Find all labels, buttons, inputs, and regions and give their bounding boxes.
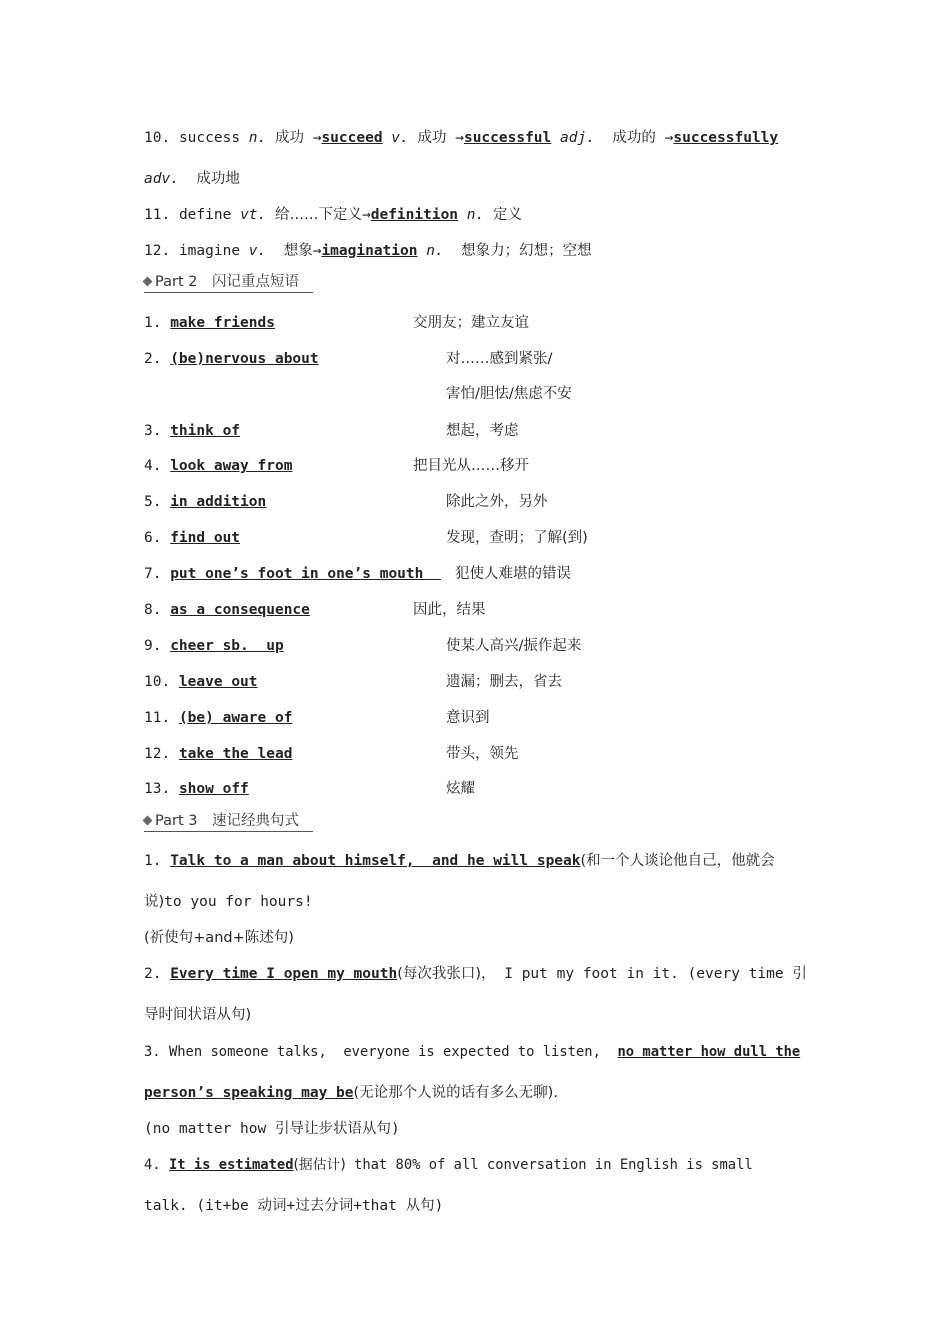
phrase-row: 13. show off	[144, 781, 249, 797]
phrase-row: 10. leave out	[144, 674, 258, 690]
phrase-meaning: 遗漏；删去，省去	[446, 674, 562, 690]
keyword-imagination: imagination	[321, 243, 418, 259]
phrase-meaning-cont: 害怕/胆怯/焦虑不安	[446, 386, 572, 402]
phrase-meaning: 除此之外，另外	[446, 494, 548, 510]
vocab-item-10: 10. success n. 成功 →succeed v. 成功 →successful adj. 成功的 →successfully	[144, 130, 779, 146]
keyword-definition: definition	[370, 207, 459, 223]
phrase-meaning: 意识到	[446, 710, 490, 726]
sentence-1-note: (祈使句+and+陈述句)	[144, 930, 294, 946]
sentence-4: 4. It is estimated(据估计) that 80% of all conversation in English is small	[144, 1157, 753, 1173]
phrase-row: 3. think of	[144, 423, 241, 439]
phrase-row: 11. (be) aware of	[144, 710, 293, 726]
phrase-row: 7. put one’s foot in one’s mouth	[144, 566, 424, 582]
sentence-2-cont: 导时间状语从句)	[144, 1007, 252, 1023]
sentence-1-cont: 说)to you for hours!	[144, 894, 313, 910]
phrase-meaning: 对……感到紧张/	[446, 351, 553, 367]
keyword-successful: successful	[463, 130, 552, 146]
phrase-row: 6. find out	[144, 530, 241, 546]
sentence-3: 3. When someone talks, everyone is expected to listen, no matter how dull the	[144, 1044, 801, 1060]
sentence-1: 1. Talk to a man about himself, and he will speak(和一个人谈论他自己，他就会	[144, 853, 775, 869]
phrase-meaning: 带头，领先	[446, 746, 519, 762]
phrase-row: 4. look away from	[144, 458, 293, 474]
phrase-meaning: 炫耀	[446, 781, 475, 797]
phrase-meaning: 发现，查明；了解(到)	[446, 530, 588, 546]
keyword-successfully: successfully	[673, 130, 779, 146]
keyword-succeed: succeed	[321, 130, 383, 146]
vocab-item-11: 11. define vt. 给……下定义→definition n. 定义	[144, 207, 522, 223]
phrase-meaning: 把目光从……移开	[413, 458, 529, 474]
sentence-2: 2. Every time I open my mouth(每次我张口)， I put my foot in it. (every time 引	[144, 966, 807, 982]
vocab-item-12: 12. imagine v. 想象→imagination n. 想象力；幻想；空想	[144, 243, 592, 259]
phrase-row: 5. in addition	[144, 494, 267, 510]
phrase-row: 12. take the lead	[144, 746, 293, 762]
diamond-bullet-icon	[143, 816, 153, 826]
part3-heading: Part 3 速记经典句式	[144, 811, 313, 832]
phrase-row: 8. as a consequence	[144, 602, 310, 618]
phrase-row: 1. make friends	[144, 315, 275, 331]
phrase-meaning: 因此，结果	[413, 602, 486, 618]
phrase-meaning: 想起，考虑	[446, 423, 519, 439]
phrase-meaning: 使某人高兴/振作起来	[446, 638, 582, 654]
phrase-meaning: 犯使人难堪的错误	[455, 566, 571, 582]
diamond-bullet-icon	[143, 277, 153, 287]
vocab-item-10-cont: adv. 成功地	[144, 171, 240, 187]
phrase-row: 2. (be)nervous about	[144, 351, 319, 367]
phrase-row: 9. cheer sb. up	[144, 638, 284, 654]
sentence-3-cont: person’s speaking may be(无论那个人说的话有多么无聊).	[144, 1085, 558, 1101]
phrase-meaning: 交朋友；建立友谊	[413, 315, 529, 331]
sentence-4-cont: talk. (it+be 动词+过去分词+that 从句)	[144, 1198, 444, 1214]
sentence-3-note: (no matter how 引导让步状语从句)	[144, 1121, 400, 1137]
part2-heading: Part 2 闪记重点短语	[144, 272, 313, 293]
